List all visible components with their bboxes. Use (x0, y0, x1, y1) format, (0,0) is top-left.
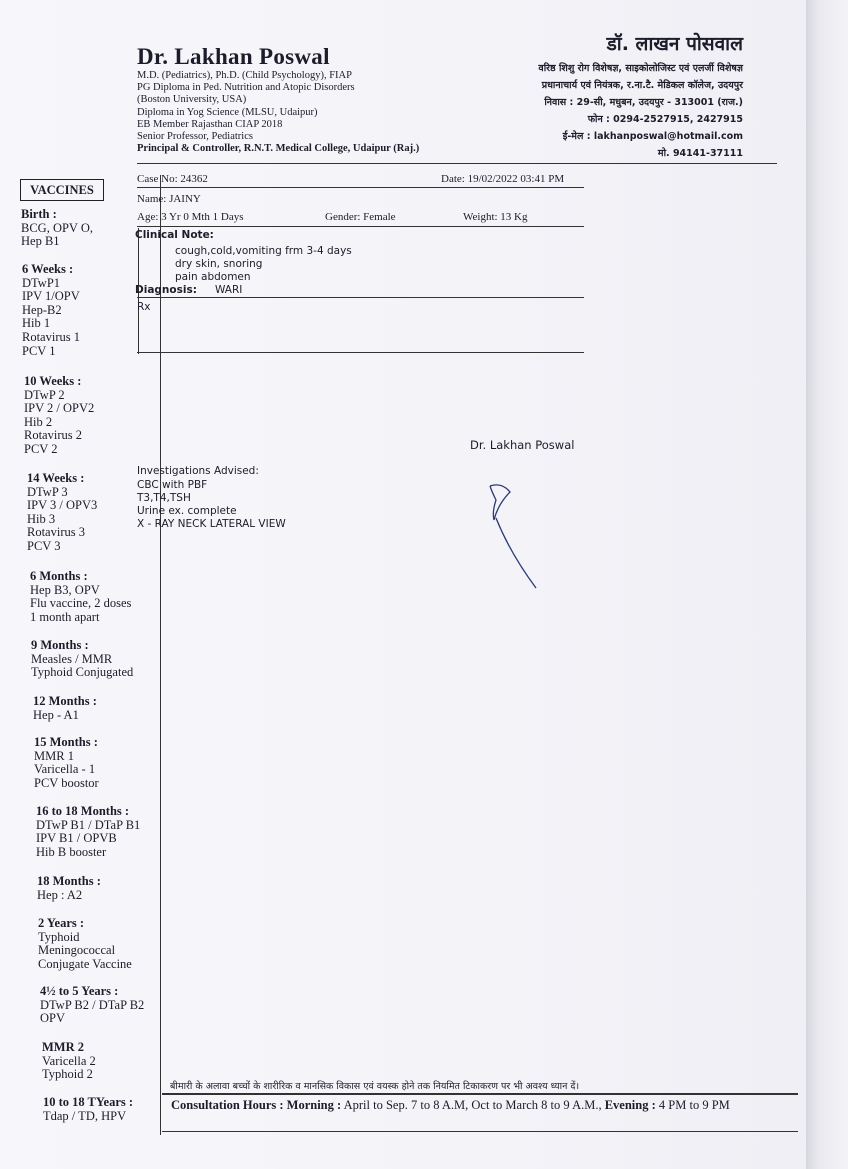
hindi-line: निवास : 29-सी, मधुबन, उदयपुर - 313001 (राज.) (544, 97, 743, 108)
vaccine-item: Typhoid Conjugated (31, 665, 134, 680)
vaccine-group-title: MMR 2 (42, 1040, 84, 1054)
vaccine-group-title: 9 Months : (31, 638, 89, 652)
signature-name: Dr. Lakhan Poswal (470, 438, 575, 452)
vaccine-item: Meningococcal (38, 943, 116, 958)
vaccine-item: Rotavirus 2 (24, 428, 82, 443)
vaccine-item: Measles / MMR (31, 651, 113, 666)
vaccine-item: IPV 2 / OPV2 (24, 401, 95, 416)
vaccine-group (43, 1096, 133, 1123)
case-rule (137, 226, 584, 227)
qualification-line: M.D. (Pediatrics), Ph.D. (Child Psychology), FIAP (137, 70, 352, 81)
case-number: Case No: 24362 (137, 173, 208, 185)
header-divider (137, 163, 777, 164)
position-line: Principal & Controller, R.N.T. Medical College, Udaipur (Raj.) (137, 143, 420, 155)
clinical-note-line: cough,cold,vomiting frm 3-4 days (175, 245, 352, 257)
vaccine-item: Flu vaccine, 2 doses (30, 596, 132, 611)
vaccine-group (27, 472, 97, 554)
case-rule (137, 187, 584, 188)
investigation-item: X - RAY NECK LATERAL VIEW (137, 518, 286, 530)
investigation-item: CBC with PBF (137, 479, 208, 491)
vaccine-item: DTwP1 (22, 275, 61, 290)
vaccine-group-title: 10 Weeks : (24, 374, 82, 388)
qualification-line: Diploma in Yog Science (MLSU, Udaipur) (137, 106, 318, 118)
vaccine-item: Typhoid 2 (42, 1067, 93, 1082)
morning-label: Morning : (286, 1098, 342, 1112)
footer-bottom-rule (162, 1131, 798, 1132)
clinical-notes (175, 245, 352, 284)
vaccine-group-title: 12 Months : (33, 694, 97, 708)
clinical-note-line: dry skin, snoring (175, 258, 263, 270)
hindi-header-block (538, 30, 743, 162)
vaccine-group (38, 917, 132, 971)
evening-label: Evening : (604, 1098, 656, 1112)
sidebar-divider (160, 175, 161, 1135)
vaccine-item: Hep B3, OPV (30, 582, 100, 597)
vaccine-group-title: 6 Months : (30, 569, 88, 583)
diagnosis-label: Diagnosis: (135, 284, 197, 296)
vaccine-item: DTwP B1 / DTaP B1 (36, 817, 141, 832)
qualification-line: (Boston University, USA) (137, 94, 247, 106)
vaccine-item: PCV 1 (22, 343, 56, 358)
footer-hindi-note: बीमारी के अलावा बच्चों के शारीरिक व मानसिक विकास एवं वयस्क होने तक नियमित टिकाकरण पर भी अवश्य ध्यान दें। (170, 1081, 580, 1092)
diagnosis-value: WARI (215, 284, 243, 296)
vaccine-item: DTwP 2 (24, 387, 65, 402)
vaccine-item: Hib B booster (36, 844, 107, 859)
vaccine-item: Tdap / TD, HPV (43, 1108, 127, 1123)
hindi-doctor-name: डॉ. लाखन पोसवाल (606, 33, 743, 55)
vaccine-item: DTwP 3 (27, 484, 68, 499)
patient-weight: Weight: 13 Kg (463, 211, 528, 223)
consultation-hours (171, 1098, 730, 1113)
patient-name: Name: JAINY (137, 193, 201, 205)
vaccine-item: Hep-B2 (22, 302, 62, 317)
investigation-item: T3,T4,TSH (137, 492, 191, 504)
qualifications-block (137, 70, 419, 155)
hindi-line: प्रधानाचार्य एवं नियंत्रक, र.ना.टै. मेडिकल कॉलेज, उदयपुर (541, 80, 743, 91)
vaccine-item: PCV 2 (24, 441, 58, 456)
vaccines-title: VACCINES (20, 179, 104, 201)
vaccine-group (40, 985, 144, 1026)
hindi-line: वरिष्ठ शिशु रोग विशेषज्ञ, साइकोलोजिस्ट एवं एलर्जी विशेषज्ञ (538, 63, 743, 74)
clinical-note-line: pain abdomen (175, 271, 251, 283)
vaccine-group (22, 263, 80, 358)
consultation-label: Consultation Hours : (171, 1098, 284, 1112)
vaccine-item: DTwP B2 / DTaP B2 (40, 997, 145, 1012)
vaccine-group (21, 208, 93, 249)
clinical-note-label: Clinical Note: (135, 229, 214, 241)
vaccine-item: Hep B1 (21, 234, 60, 249)
vaccine-group-title: 15 Months : (34, 735, 98, 749)
vaccine-item: Typhoid (38, 929, 80, 944)
vaccine-item: IPV 1/OPV (22, 289, 80, 304)
doctor-name: Dr. Lakhan Poswal (137, 44, 330, 69)
vaccine-group-title: 16 to 18 Months : (36, 804, 130, 818)
vaccine-item: MMR 1 (34, 748, 74, 763)
vaccine-group (24, 375, 94, 457)
rx-rule (137, 352, 584, 353)
vaccine-item: Hep : A2 (37, 887, 83, 902)
vaccine-group-title: 10 to 18 TYears : (43, 1095, 134, 1109)
vaccine-group-title: 4½ to 5 Years : (40, 984, 119, 998)
vaccine-item: 1 month apart (30, 609, 100, 624)
vaccine-group-title: Birth : (21, 207, 57, 221)
vaccine-group-title: 6 Weeks : (22, 262, 74, 276)
vaccine-item: Rotavirus 1 (22, 329, 80, 344)
vaccine-item: Conjugate Vaccine (38, 956, 132, 971)
vaccine-item: IPV B1 / OPVB (36, 831, 117, 846)
vaccine-group-title: 2 Years : (38, 916, 85, 930)
vaccine-group (42, 1041, 96, 1082)
vaccine-item: Hib 3 (27, 511, 56, 526)
vaccine-item: Hib 1 (22, 316, 51, 331)
vaccine-item: IPV 3 / OPV3 (27, 498, 98, 513)
investigations-label: Investigations Advised: (137, 465, 259, 477)
hindi-line: ई-मेल : lakhanposwal@hotmail.com (562, 131, 743, 142)
vaccine-group (36, 805, 140, 859)
vaccine-group (31, 639, 133, 680)
footer-rule (162, 1093, 798, 1095)
vaccine-group (30, 570, 131, 624)
vaccine-item: Varicella - 1 (34, 762, 96, 777)
qualification-line: EB Member Rajasthan CIAP 2018 (137, 118, 283, 130)
vaccine-group-title: 18 Months : (37, 874, 101, 888)
morning-hours: April to Sep. 7 to 8 A.M, Oct to March 8 to 9 A.M., (343, 1098, 602, 1112)
vaccine-item: BCG, OPV O, (21, 220, 94, 235)
vaccine-group (37, 875, 101, 902)
investigations-list (137, 479, 286, 531)
patient-gender: Gender: Female (325, 211, 396, 223)
rx-label: Rx (137, 301, 151, 313)
evening-hours: 4 PM to 9 PM (658, 1098, 730, 1112)
hindi-line: फोन : 0294-2527915, 2427915 (587, 114, 743, 125)
vaccine-item: OPV (40, 1011, 66, 1026)
page-edge-shadow (806, 0, 848, 1169)
hindi-line: मो. 94141-37111 (657, 148, 743, 159)
signature-scribble (480, 478, 550, 593)
vaccine-group-title: 14 Weeks : (27, 471, 85, 485)
vaccine-item: Rotavirus 3 (27, 525, 85, 540)
vaccine-group (34, 736, 99, 790)
diagnosis-rule (137, 297, 584, 298)
qualification-line: PG Diploma in Ped. Nutrition and Atopic Disorders (137, 82, 355, 94)
vaccine-item: Hep - A1 (33, 707, 79, 722)
vaccine-item: Varicella 2 (42, 1053, 96, 1068)
vaccine-group (33, 695, 97, 722)
vaccine-item: PCV boostor (34, 775, 99, 790)
vaccine-item: PCV 3 (27, 538, 61, 553)
case-date: Date: 19/02/2022 03:41 PM (441, 173, 565, 185)
vaccine-item: Hib 2 (24, 414, 53, 429)
patient-age: Age: 3 Yr 0 Mth 1 Days (137, 211, 244, 223)
investigation-item: Urine ex. complete (137, 505, 237, 517)
qualification-line: Senior Professor, Pediatrics (137, 130, 253, 142)
